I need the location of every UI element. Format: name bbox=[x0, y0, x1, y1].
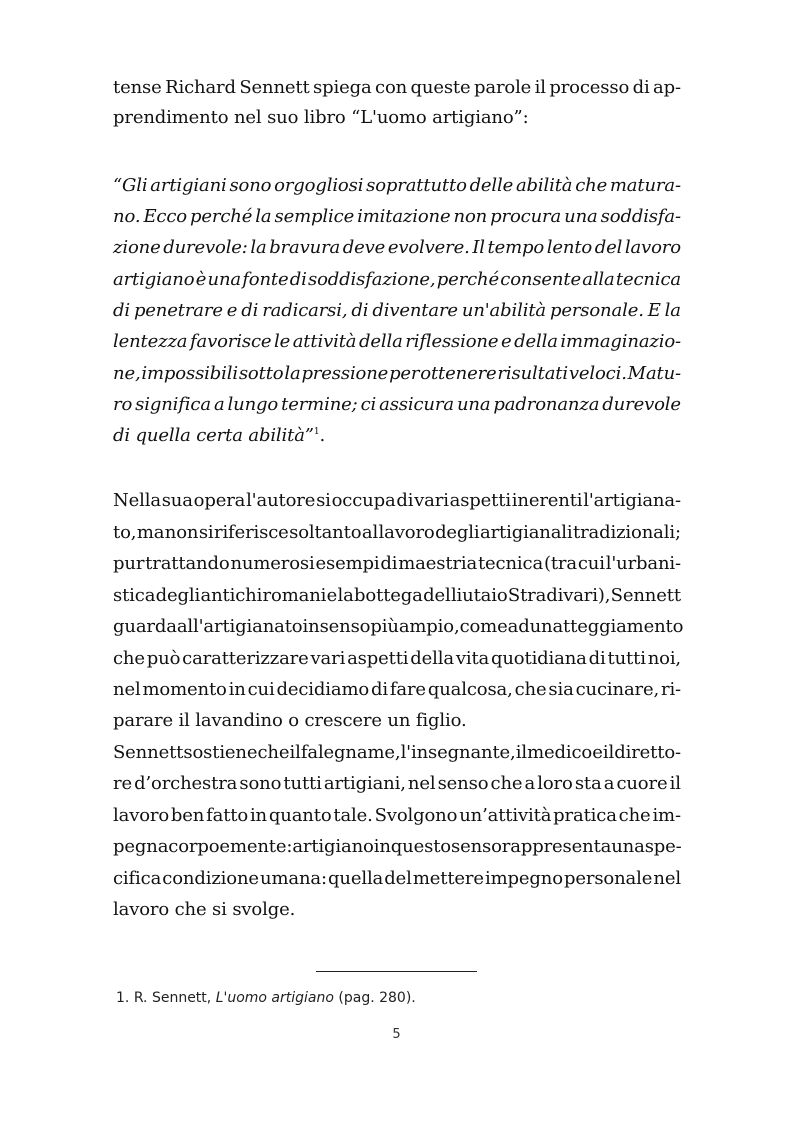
word: Stradivari), bbox=[507, 585, 611, 606]
word: romani bbox=[262, 585, 327, 606]
word: significa bbox=[135, 394, 211, 415]
word: occupa bbox=[331, 490, 396, 511]
word: che bbox=[113, 648, 145, 669]
word: penetrare bbox=[133, 300, 223, 321]
paragraph-line bbox=[113, 615, 684, 639]
word: artigiani, bbox=[323, 773, 406, 794]
word: un bbox=[529, 616, 553, 637]
word: con bbox=[375, 77, 408, 98]
word: e bbox=[219, 836, 230, 857]
paragraph-line bbox=[113, 584, 681, 608]
word: più bbox=[370, 616, 399, 637]
quote-line bbox=[113, 393, 681, 417]
word: perché bbox=[436, 269, 499, 290]
word: una bbox=[611, 836, 645, 857]
word: zione bbox=[113, 237, 161, 258]
word: quotidiana bbox=[490, 648, 587, 669]
word: bottega bbox=[354, 585, 423, 606]
word: lavoro bbox=[378, 522, 435, 543]
word: diventare bbox=[372, 300, 458, 321]
paragraph-line bbox=[113, 489, 681, 513]
word: soprattutto bbox=[366, 175, 467, 196]
word: riferisce bbox=[214, 522, 289, 543]
word: fonte bbox=[242, 269, 289, 290]
word: evolvere. bbox=[387, 237, 470, 258]
word: a bbox=[524, 773, 536, 794]
word: Svolgono bbox=[374, 805, 458, 826]
word: nel bbox=[407, 773, 436, 794]
word: lungo bbox=[227, 394, 279, 415]
quote-line bbox=[113, 236, 681, 260]
footnote bbox=[116, 988, 416, 1008]
quote-line bbox=[113, 362, 681, 386]
word: nel bbox=[653, 868, 681, 889]
word: trattando bbox=[145, 553, 230, 574]
word: la bbox=[250, 237, 267, 258]
word: senso bbox=[319, 616, 371, 637]
word: tradizionali; bbox=[573, 522, 681, 543]
word: Sennett bbox=[239, 77, 310, 98]
quote-line bbox=[113, 174, 681, 198]
word: sotto bbox=[238, 363, 284, 384]
word: il bbox=[289, 742, 301, 763]
word: le bbox=[274, 331, 291, 352]
word: sono bbox=[239, 773, 282, 794]
word: artigiano bbox=[113, 269, 195, 290]
word: e bbox=[592, 742, 603, 763]
word: tense bbox=[113, 77, 162, 98]
word: al bbox=[361, 522, 379, 543]
word: processo bbox=[549, 77, 630, 98]
word: ma bbox=[136, 522, 165, 543]
quote-line bbox=[113, 299, 681, 323]
word: che bbox=[575, 175, 608, 196]
word: di bbox=[241, 300, 259, 321]
word: radicarsi, bbox=[262, 300, 348, 321]
quote-line bbox=[113, 268, 681, 292]
word: sia bbox=[548, 679, 574, 700]
footnote-reference[interactable]: 1 bbox=[313, 427, 320, 437]
word: vari bbox=[310, 648, 346, 669]
word: ottenere bbox=[420, 363, 497, 384]
word: decidiamo bbox=[276, 679, 370, 700]
word: imitazione bbox=[357, 206, 451, 227]
word: aspetti bbox=[449, 490, 511, 511]
word: che bbox=[618, 805, 651, 826]
word: noi, bbox=[647, 648, 681, 669]
word: im- bbox=[652, 805, 681, 826]
word: re bbox=[113, 773, 132, 794]
word: maestria bbox=[398, 553, 478, 574]
word: della bbox=[410, 648, 454, 669]
word: un'abilità bbox=[461, 300, 546, 321]
word: ampio, bbox=[398, 616, 460, 637]
word: della bbox=[358, 331, 403, 352]
word: ap- bbox=[653, 77, 681, 98]
word: di bbox=[632, 77, 650, 98]
word: ri- bbox=[660, 679, 681, 700]
word: immaginazio- bbox=[560, 331, 681, 352]
paragraph-line bbox=[113, 647, 681, 671]
word: ben bbox=[170, 805, 205, 826]
word: si bbox=[198, 522, 214, 543]
word: ci bbox=[360, 394, 377, 415]
word: parole bbox=[473, 77, 532, 98]
quote-line bbox=[113, 330, 681, 354]
word: spe- bbox=[644, 836, 682, 857]
word: esempi bbox=[315, 553, 380, 574]
word: to, bbox=[113, 522, 137, 543]
word: stica bbox=[113, 585, 156, 606]
word: ad bbox=[507, 616, 530, 637]
word: a bbox=[213, 394, 225, 415]
word: veloci. bbox=[568, 363, 627, 384]
word: l'autore bbox=[246, 490, 316, 511]
word: di bbox=[396, 490, 414, 511]
word: della bbox=[514, 331, 558, 352]
paragraph-line: parare il lavandino o crescere un figlio. bbox=[113, 710, 467, 731]
word: in bbox=[302, 616, 320, 637]
word: sono bbox=[229, 175, 272, 196]
word: vari bbox=[414, 490, 449, 511]
word: durevole: bbox=[163, 237, 248, 258]
word: di bbox=[380, 553, 398, 574]
word: e bbox=[226, 300, 238, 321]
paragraph-line bbox=[113, 804, 681, 828]
word: pur bbox=[113, 553, 145, 574]
word: sostiene bbox=[183, 742, 258, 763]
word: abilità bbox=[515, 175, 573, 196]
word: medico bbox=[527, 742, 593, 763]
word: del bbox=[594, 237, 623, 258]
intro-line bbox=[113, 76, 681, 100]
word: cui bbox=[577, 553, 605, 574]
word: aspetti bbox=[347, 648, 409, 669]
word: che bbox=[257, 742, 290, 763]
word: opera bbox=[193, 490, 246, 511]
word: di bbox=[370, 679, 388, 700]
word: soddisfazione, bbox=[308, 269, 436, 290]
word: nel bbox=[113, 679, 141, 700]
footnote-number: 1. bbox=[116, 990, 130, 1006]
word: alla bbox=[582, 269, 615, 290]
word: tutti bbox=[607, 648, 646, 669]
quote-end-punct: . bbox=[319, 425, 326, 446]
word: lavoro bbox=[113, 805, 170, 826]
word: tecnica bbox=[477, 553, 544, 574]
word: attività bbox=[292, 331, 357, 352]
word: padronanza bbox=[493, 394, 600, 415]
word: d’orchestra bbox=[134, 773, 238, 794]
word: rappresenta bbox=[501, 836, 612, 857]
word: tempo bbox=[487, 237, 545, 258]
word: artigiano bbox=[292, 836, 374, 857]
word: quella bbox=[328, 868, 384, 889]
word: Nella bbox=[113, 490, 161, 511]
paragraph-line bbox=[113, 521, 681, 545]
word: pegna bbox=[113, 836, 169, 857]
word: no. bbox=[113, 206, 141, 227]
word: cucinare, bbox=[575, 679, 660, 700]
word: la bbox=[664, 300, 681, 321]
word: condizione bbox=[162, 868, 259, 889]
word: impossibili bbox=[141, 363, 238, 384]
word: personale. bbox=[549, 300, 644, 321]
word: falegname, bbox=[300, 742, 401, 763]
word: delle bbox=[469, 175, 514, 196]
word: termine; bbox=[281, 394, 358, 415]
word: bravura bbox=[269, 237, 341, 258]
word: sta bbox=[574, 773, 602, 794]
word: riflessione bbox=[405, 331, 499, 352]
word: artigiani bbox=[150, 175, 227, 196]
word: tale. bbox=[333, 805, 373, 826]
quote-line bbox=[113, 205, 681, 229]
footnote-divider bbox=[316, 971, 477, 972]
word: il bbox=[602, 742, 615, 763]
word: consente bbox=[500, 269, 581, 290]
word: per bbox=[389, 363, 420, 384]
word: in bbox=[228, 679, 246, 700]
word: assicura bbox=[379, 394, 454, 415]
word: sua bbox=[161, 490, 193, 511]
word: all'artigianato bbox=[176, 616, 303, 637]
word: fatto bbox=[206, 805, 249, 826]
word: tutti bbox=[283, 773, 322, 794]
word: personale bbox=[564, 868, 653, 889]
word: questo bbox=[390, 836, 451, 857]
word: “Gli bbox=[113, 175, 148, 196]
word: che bbox=[514, 679, 547, 700]
word: il bbox=[534, 77, 546, 98]
word: Sennett bbox=[113, 742, 184, 763]
word: favorisce bbox=[190, 331, 272, 352]
word: Ecco bbox=[143, 206, 187, 227]
word: l'artigiana- bbox=[583, 490, 681, 511]
word: una bbox=[564, 206, 598, 227]
word: perché bbox=[190, 206, 253, 227]
word: a bbox=[603, 773, 615, 794]
paragraph-line bbox=[113, 678, 681, 702]
word: atteggiamento bbox=[552, 616, 684, 637]
paragraph-line bbox=[113, 867, 681, 891]
word: soddisfa- bbox=[600, 206, 681, 227]
footnote-title: L'uomo artigiano bbox=[215, 990, 334, 1006]
word: di bbox=[351, 300, 369, 321]
word: senso bbox=[437, 773, 489, 794]
word: matura- bbox=[609, 175, 681, 196]
word: una bbox=[456, 394, 491, 415]
intro-line: prendimento nel suo libro “L'uomo artigiano”: bbox=[113, 107, 529, 128]
word: quanto bbox=[268, 805, 332, 826]
word: la bbox=[337, 585, 354, 606]
word: cui bbox=[247, 679, 275, 700]
quote-last-text: di quella certa abilità” bbox=[113, 425, 314, 446]
word: (tra bbox=[543, 553, 577, 574]
word: spiega bbox=[313, 77, 372, 98]
word: inerenti bbox=[511, 490, 583, 511]
word: degli bbox=[435, 522, 480, 543]
word: lavoro bbox=[624, 237, 681, 258]
word: corpo bbox=[168, 836, 220, 857]
word: del bbox=[423, 585, 451, 606]
word: cifica bbox=[113, 868, 162, 889]
word: l'insegnante, bbox=[400, 742, 516, 763]
word: pressione bbox=[301, 363, 389, 384]
word: antichi bbox=[200, 585, 263, 606]
word: del bbox=[384, 868, 412, 889]
word: può bbox=[146, 648, 181, 669]
word: di bbox=[588, 648, 606, 669]
word: senso bbox=[450, 836, 502, 857]
word: fare bbox=[389, 679, 426, 700]
word: ro bbox=[113, 394, 133, 415]
quote-last-line bbox=[113, 424, 325, 448]
paragraph-line bbox=[113, 552, 681, 576]
word: queste bbox=[410, 77, 471, 98]
word: si bbox=[316, 490, 331, 511]
word: in bbox=[249, 805, 268, 826]
word: come bbox=[459, 616, 508, 637]
word: e bbox=[500, 331, 512, 352]
footnote-author: R. Sennett, bbox=[133, 990, 212, 1006]
word: momento bbox=[142, 679, 227, 700]
word: guarda bbox=[113, 616, 177, 637]
word: non bbox=[453, 206, 488, 227]
word: e bbox=[326, 585, 338, 606]
word: che bbox=[490, 773, 523, 794]
footnote-pages: (pag. 280). bbox=[338, 990, 416, 1006]
word: loro bbox=[537, 773, 573, 794]
word: umana: bbox=[260, 868, 327, 889]
word: di bbox=[289, 269, 307, 290]
word: impegno bbox=[485, 868, 563, 889]
word: la bbox=[284, 363, 301, 384]
word: un’attività bbox=[459, 805, 552, 826]
word: mente: bbox=[229, 836, 293, 857]
word: il bbox=[669, 773, 681, 794]
word: diretto- bbox=[614, 742, 681, 763]
word: cuore bbox=[616, 773, 668, 794]
word: numerosi bbox=[230, 553, 315, 574]
paragraph-line bbox=[113, 741, 681, 765]
word: l'urbani- bbox=[605, 553, 681, 574]
word: in bbox=[373, 836, 391, 857]
word: ne, bbox=[113, 363, 141, 384]
word: semplice bbox=[274, 206, 355, 227]
word: vita bbox=[455, 648, 490, 669]
word: il bbox=[515, 742, 527, 763]
paragraph-line bbox=[113, 835, 681, 859]
word: lentezza bbox=[113, 331, 188, 352]
word: durevole bbox=[602, 394, 681, 415]
word: Sennett bbox=[610, 585, 681, 606]
word: una bbox=[207, 269, 241, 290]
word: qualcosa, bbox=[427, 679, 513, 700]
word: degli bbox=[155, 585, 201, 606]
word: la bbox=[255, 206, 272, 227]
word: deve bbox=[342, 237, 386, 258]
word: caratterizzare bbox=[182, 648, 309, 669]
word: Matu- bbox=[627, 363, 681, 384]
word: soltanto bbox=[289, 522, 362, 543]
word: mettere bbox=[412, 868, 484, 889]
word: E bbox=[647, 300, 661, 321]
word: procura bbox=[490, 206, 562, 227]
word: non bbox=[164, 522, 199, 543]
paragraph-line: lavoro che si svolge. bbox=[113, 899, 296, 920]
word: risultati bbox=[497, 363, 568, 384]
word: orgogliosi bbox=[274, 175, 364, 196]
word: Richard bbox=[165, 77, 236, 98]
word: tecnica bbox=[615, 269, 681, 290]
page-number: 5 bbox=[392, 1027, 401, 1042]
word: liutaio bbox=[450, 585, 508, 606]
word: Il bbox=[472, 237, 485, 258]
paragraph-line bbox=[113, 772, 681, 796]
word: pratica bbox=[553, 805, 617, 826]
word: è bbox=[195, 269, 207, 290]
word: artigianali bbox=[480, 522, 573, 543]
word: lento bbox=[546, 237, 593, 258]
word: di bbox=[113, 300, 130, 321]
